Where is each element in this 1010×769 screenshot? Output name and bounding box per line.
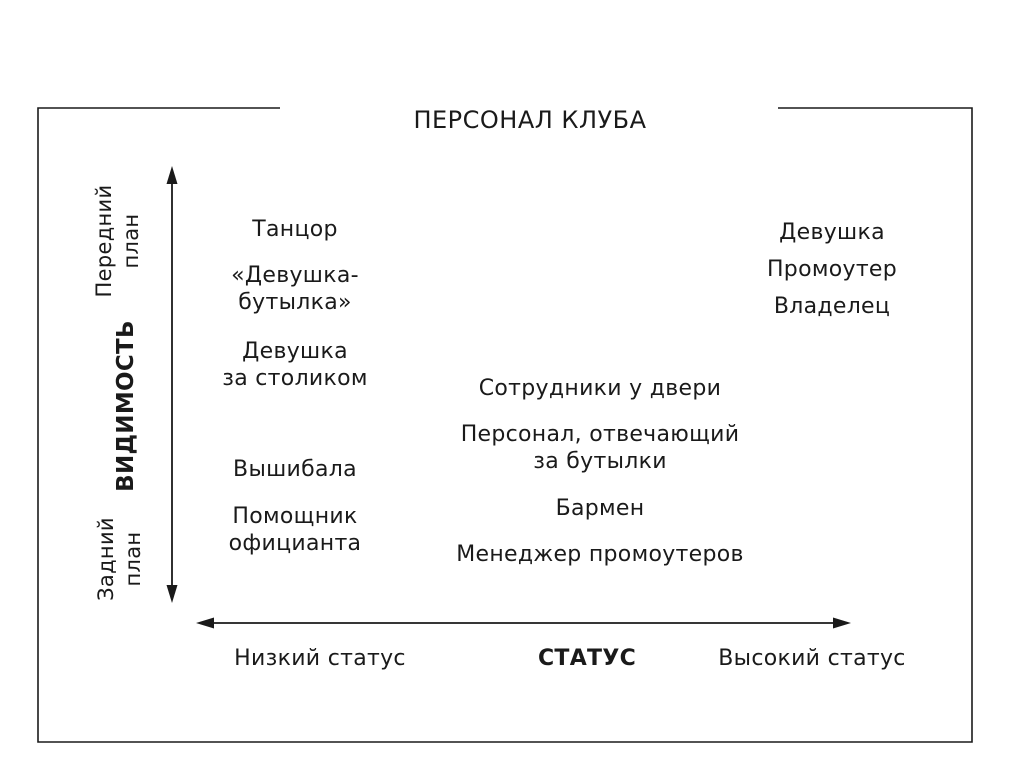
y-axis-arrow-up <box>167 166 178 184</box>
y-axis-top-label-line2: план <box>119 213 143 269</box>
item-label: Танцор <box>252 217 338 242</box>
y-axis-bottom-label <box>93 514 147 604</box>
item-label: Менеджер промоутеров <box>456 542 744 567</box>
x-axis-left-label: Низкий статус <box>234 646 406 671</box>
y-axis-top-label <box>91 181 145 301</box>
low-status-item <box>195 216 395 243</box>
item-label: за столиком <box>222 366 368 391</box>
y-axis-bottom-label-line1: Задний <box>94 517 118 601</box>
x-axis-arrow-right <box>833 618 851 629</box>
mid-status-item <box>420 541 780 568</box>
high-status-item <box>732 293 932 320</box>
low-status-item <box>195 338 395 392</box>
x-axis-label: СТАТУС <box>537 646 637 671</box>
item-label: Владелец <box>773 294 891 319</box>
high-status-item <box>732 256 932 283</box>
mid-status-item <box>420 495 780 522</box>
y-axis-label <box>111 316 141 496</box>
item-label: Сотрудники у двери <box>478 376 722 401</box>
low-status-item <box>195 456 395 483</box>
item-label: Помощник <box>232 504 358 529</box>
item-label: Девушка <box>242 339 348 364</box>
y-axis-label-text: ВИДИМОСТЬ <box>113 320 139 492</box>
item-label: бутылка» <box>238 290 352 315</box>
item-label: официанта <box>228 531 362 556</box>
item-label: Персонал, отвечающий <box>460 422 740 447</box>
y-axis-arrow-down <box>167 585 178 603</box>
item-label: Девушка <box>779 220 885 245</box>
item-label: Промоутер <box>766 257 898 282</box>
mid-status-item <box>420 421 780 475</box>
diagram-title: ПЕРСОНАЛ КЛУБА <box>413 106 647 134</box>
mid-status-item <box>420 375 780 402</box>
item-label: Вышибала <box>233 457 357 482</box>
x-axis-arrow-left <box>196 618 214 629</box>
item-label: «Девушка- <box>231 263 359 288</box>
item-label: за бутылки <box>533 449 667 474</box>
item-label: Бармен <box>555 496 645 521</box>
x-axis-right-label: Высокий статус <box>718 646 906 671</box>
low-status-item <box>195 503 395 557</box>
low-status-item <box>195 262 395 316</box>
y-axis-bottom-label-line2: план <box>121 531 145 587</box>
y-axis-top-label-line1: Передний <box>92 184 116 298</box>
high-status-item <box>732 219 932 246</box>
